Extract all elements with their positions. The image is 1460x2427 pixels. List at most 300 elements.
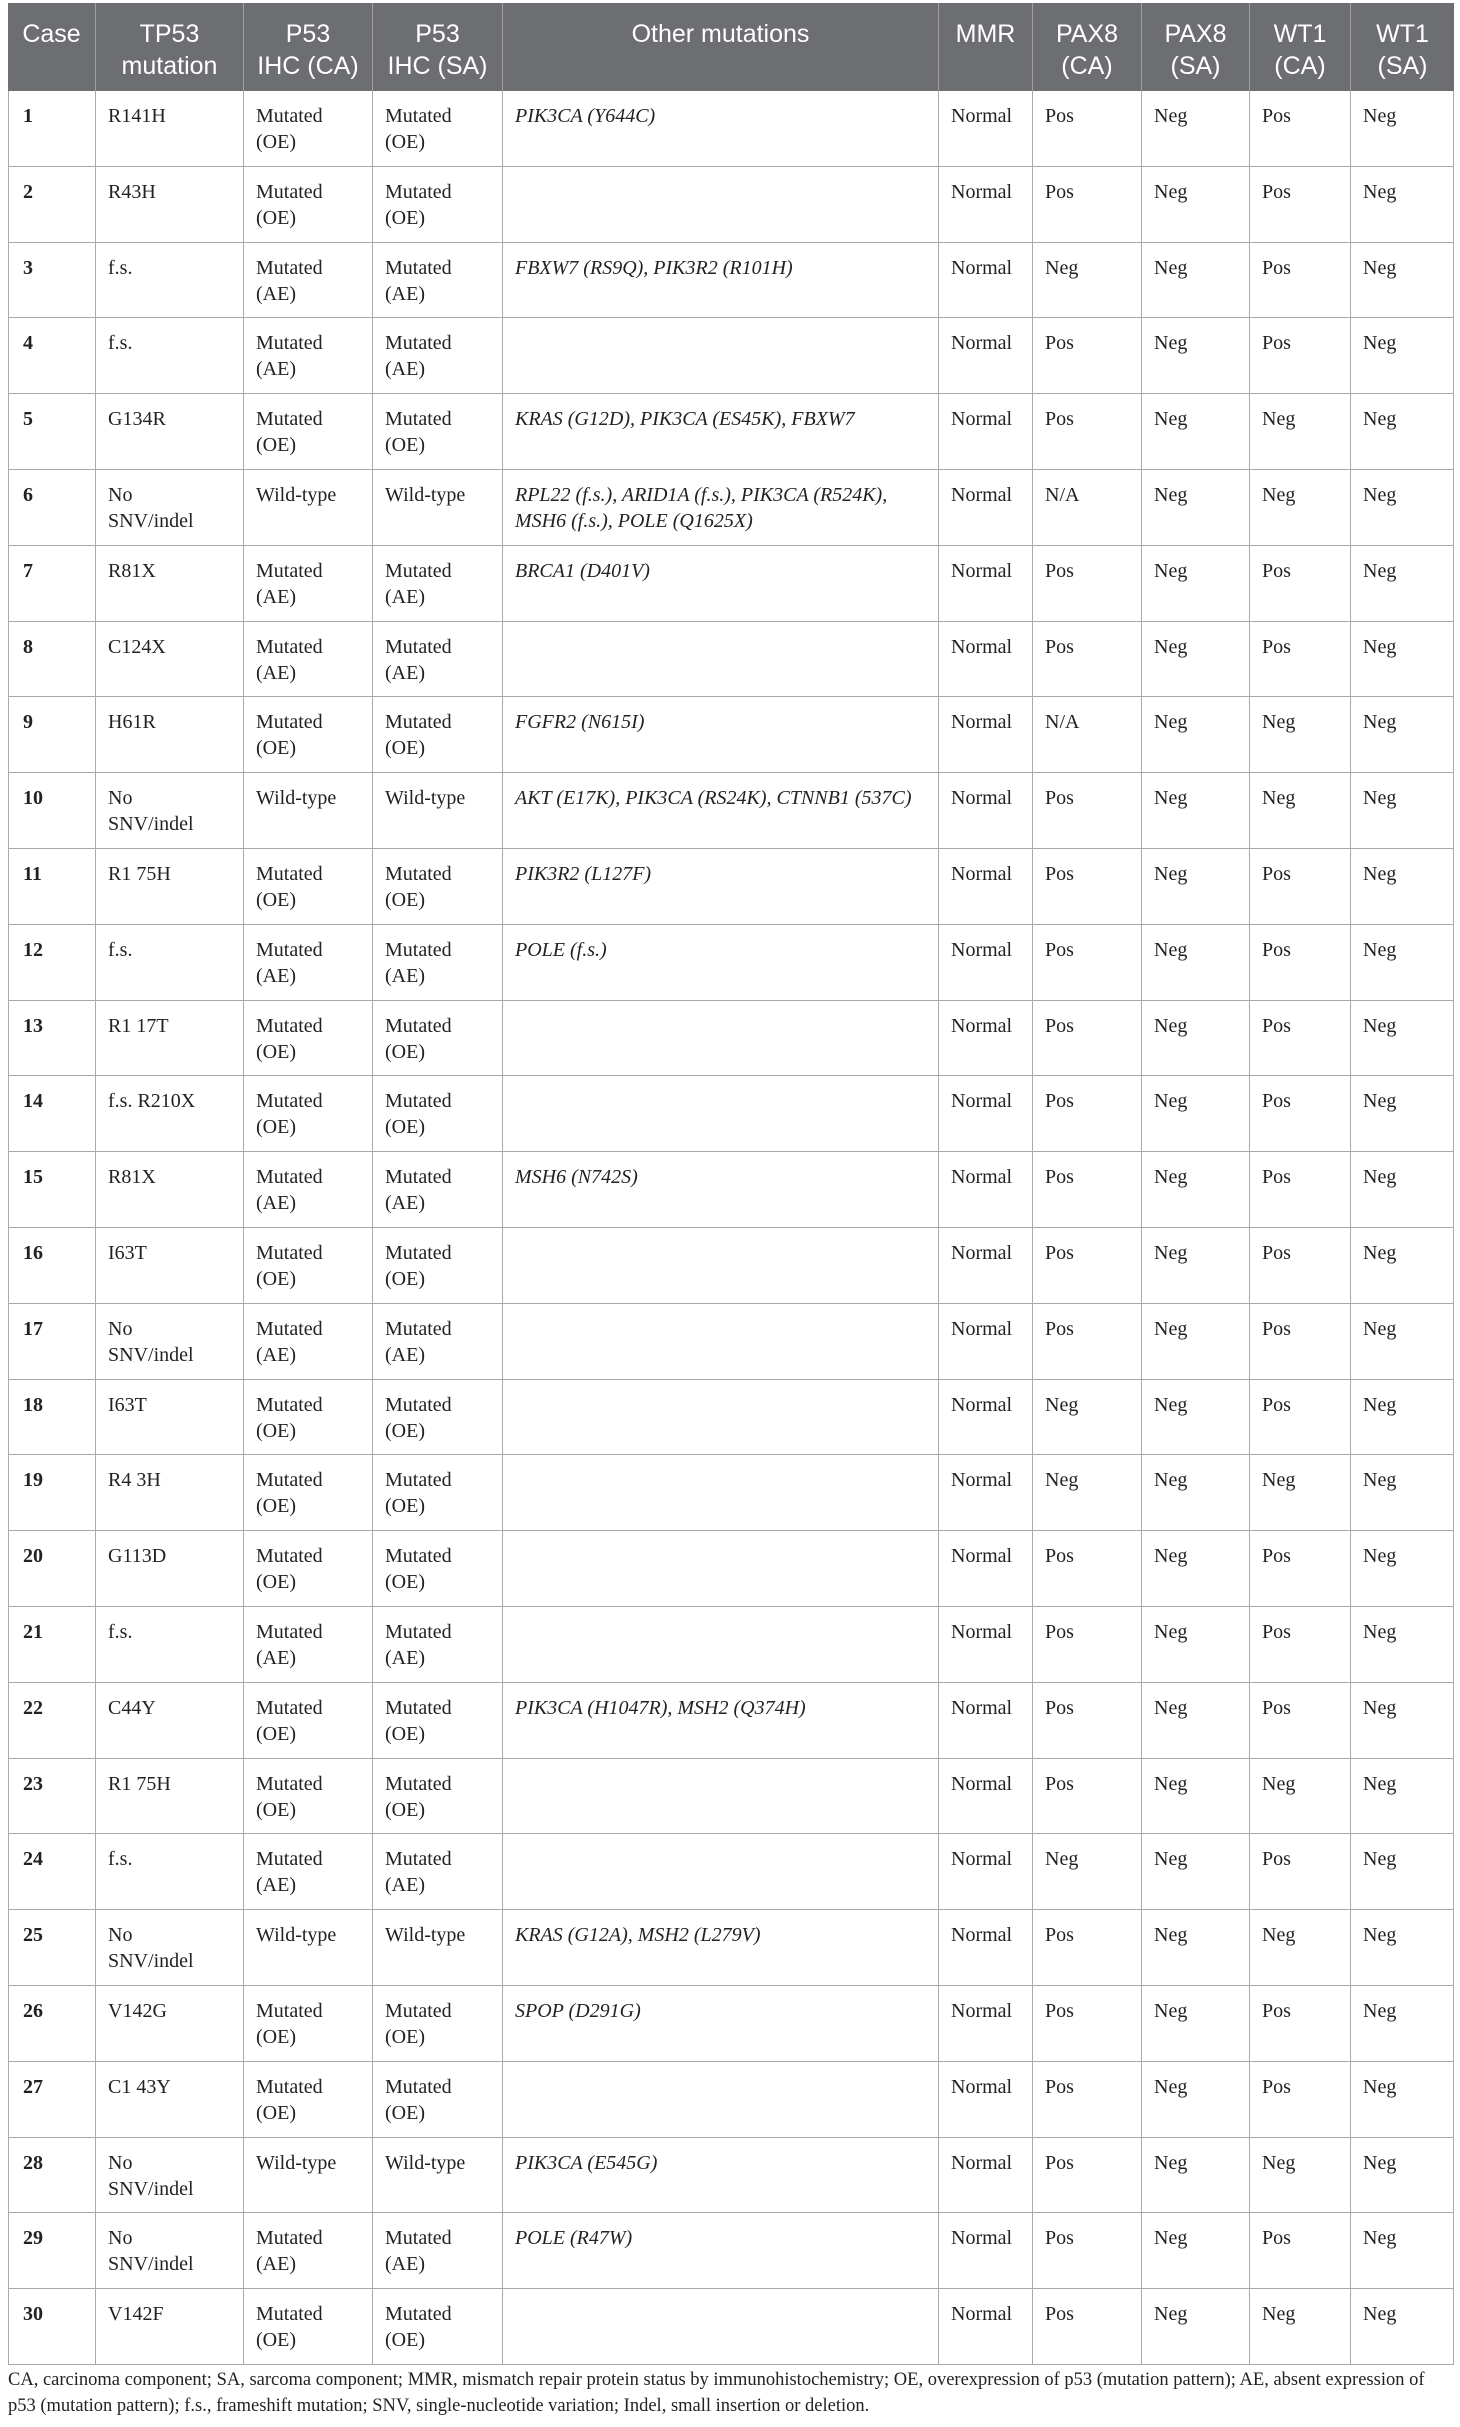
cell-tp53-mutation: f.s. [96, 318, 244, 394]
cell-wt1-ca: Pos [1250, 546, 1351, 622]
cell-wt1-sa: Neg [1351, 91, 1454, 167]
cell-mmr: Normal [939, 1380, 1033, 1456]
cell-pax8-sa: Neg [1142, 167, 1250, 243]
cell-other-mutations [503, 1228, 939, 1304]
cell-wt1-sa: Neg [1351, 167, 1454, 243]
header-wt1-sa [1351, 3, 1454, 91]
cell-p53-ihc-sa: Mutated (AE) [373, 318, 503, 394]
table-body [8, 91, 1454, 2365]
cell-wt1-sa: Neg [1351, 1152, 1454, 1228]
cell-pax8-ca: Pos [1033, 1759, 1142, 1835]
cell-p53-ihc-sa: Wild-type [373, 2138, 503, 2214]
cell-other-mutations: POLE (f.s.) [503, 925, 939, 1001]
table-row [8, 925, 1454, 1001]
cell-p53-ihc-sa: Wild-type [373, 470, 503, 546]
cell-case: 14 [8, 1076, 96, 1152]
cell-wt1-ca: Pos [1250, 1152, 1351, 1228]
table-row [8, 1759, 1454, 1835]
table-row [8, 2289, 1454, 2365]
cell-wt1-ca: Neg [1250, 697, 1351, 773]
cell-case: 24 [8, 1834, 96, 1910]
cell-wt1-ca: Pos [1250, 243, 1351, 319]
cell-pax8-ca: Pos [1033, 546, 1142, 622]
cell-wt1-ca: Pos [1250, 622, 1351, 698]
cell-other-mutations: FBXW7 (RS9Q), PIK3R2 (R101H) [503, 243, 939, 319]
cell-wt1-ca: Pos [1250, 2213, 1351, 2289]
cell-tp53-mutation: f.s. [96, 1607, 244, 1683]
cell-other-mutations: PIK3R2 (L127F) [503, 849, 939, 925]
table-row [8, 1380, 1454, 1456]
cell-pax8-sa: Neg [1142, 1683, 1250, 1759]
cell-case: 19 [8, 1455, 96, 1531]
cell-p53-ihc-ca: Mutated (OE) [244, 1455, 373, 1531]
cell-pax8-sa: Neg [1142, 1152, 1250, 1228]
cell-pax8-ca: Pos [1033, 2138, 1142, 2214]
cell-pax8-sa: Neg [1142, 1001, 1250, 1077]
cell-pax8-ca: Pos [1033, 1683, 1142, 1759]
cell-other-mutations [503, 1304, 939, 1380]
header-label: P53 [285, 20, 331, 48]
cell-pax8-sa: Neg [1142, 622, 1250, 698]
cell-p53-ihc-ca: Mutated (AE) [244, 925, 373, 1001]
cell-p53-ihc-sa: Mutated (AE) [373, 243, 503, 319]
table-row [8, 318, 1454, 394]
cell-p53-ihc-sa: Wild-type [373, 773, 503, 849]
cell-pax8-sa: Neg [1142, 1380, 1250, 1456]
cell-tp53-mutation: R141H [96, 91, 244, 167]
cell-tp53-mutation: No SNV/indel [96, 1304, 244, 1380]
cell-wt1-sa: Neg [1351, 1076, 1454, 1152]
cell-wt1-ca: Pos [1250, 1683, 1351, 1759]
cell-p53-ihc-sa: Mutated (AE) [373, 1152, 503, 1228]
header-label: WT1 [1376, 20, 1429, 48]
cell-p53-ihc-ca: Mutated (OE) [244, 2062, 373, 2138]
cell-other-mutations: AKT (E17K), PIK3CA (RS24K), CTNNB1 (537C) [503, 773, 939, 849]
cell-mmr: Normal [939, 2138, 1033, 2214]
cell-p53-ihc-ca: Mutated (OE) [244, 1531, 373, 1607]
cell-wt1-sa: Neg [1351, 318, 1454, 394]
cell-case: 28 [8, 2138, 96, 2214]
cell-wt1-sa: Neg [1351, 1607, 1454, 1683]
cell-pax8-sa: Neg [1142, 697, 1250, 773]
header-label: PAX8 [1164, 20, 1227, 48]
cell-p53-ihc-sa: Mutated (AE) [373, 2213, 503, 2289]
cell-case: 7 [8, 546, 96, 622]
cell-p53-ihc-ca: Mutated (AE) [244, 1152, 373, 1228]
cell-wt1-sa: Neg [1351, 243, 1454, 319]
cell-wt1-ca: Pos [1250, 2062, 1351, 2138]
cell-other-mutations: POLE (R47W) [503, 2213, 939, 2289]
cell-mmr: Normal [939, 470, 1033, 546]
cell-pax8-sa: Neg [1142, 1759, 1250, 1835]
cell-mmr: Normal [939, 1152, 1033, 1228]
cell-mmr: Normal [939, 1986, 1033, 2062]
cell-wt1-sa: Neg [1351, 2138, 1454, 2214]
header-label: TP53 [139, 20, 200, 48]
cell-tp53-mutation: R81X [96, 546, 244, 622]
cell-p53-ihc-sa: Mutated (AE) [373, 925, 503, 1001]
cell-case: 1 [8, 91, 96, 167]
cell-mmr: Normal [939, 2289, 1033, 2365]
cell-other-mutations: KRAS (G12D), PIK3CA (ES45K), FBXW7 [503, 394, 939, 470]
cell-pax8-ca: Pos [1033, 318, 1142, 394]
cell-p53-ihc-sa: Mutated (OE) [373, 1380, 503, 1456]
cell-pax8-ca: Pos [1033, 1001, 1142, 1077]
cell-p53-ihc-sa: Mutated (AE) [373, 1607, 503, 1683]
cell-p53-ihc-sa: Mutated (OE) [373, 1683, 503, 1759]
cell-p53-ihc-ca: Mutated (AE) [244, 318, 373, 394]
cell-mmr: Normal [939, 1076, 1033, 1152]
cell-p53-ihc-sa: Mutated (OE) [373, 1759, 503, 1835]
cell-tp53-mutation: No SNV/indel [96, 1910, 244, 1986]
cell-wt1-ca: Neg [1250, 2289, 1351, 2365]
cell-p53-ihc-sa: Mutated (AE) [373, 622, 503, 698]
cell-case: 16 [8, 1228, 96, 1304]
cell-wt1-ca: Pos [1250, 167, 1351, 243]
cell-case: 25 [8, 1910, 96, 1986]
cell-tp53-mutation: R81X [96, 1152, 244, 1228]
cell-case: 18 [8, 1380, 96, 1456]
header-pax8-sa [1142, 3, 1250, 91]
cell-mmr: Normal [939, 1001, 1033, 1077]
cell-mmr: Normal [939, 1531, 1033, 1607]
cell-pax8-sa: Neg [1142, 1834, 1250, 1910]
cell-p53-ihc-ca: Mutated (AE) [244, 1607, 373, 1683]
table-row [8, 697, 1454, 773]
cell-pax8-ca: Neg [1033, 243, 1142, 319]
cell-tp53-mutation: f.s. [96, 925, 244, 1001]
cell-tp53-mutation: R43H [96, 167, 244, 243]
cell-wt1-sa: Neg [1351, 1531, 1454, 1607]
cell-tp53-mutation: f.s. [96, 1834, 244, 1910]
cell-other-mutations [503, 2062, 939, 2138]
cell-wt1-sa: Neg [1351, 1001, 1454, 1077]
cell-tp53-mutation: H61R [96, 697, 244, 773]
table-row [8, 1455, 1454, 1531]
cell-mmr: Normal [939, 394, 1033, 470]
header-label: IHC (CA) [257, 52, 359, 80]
table-row [8, 622, 1454, 698]
cell-pax8-ca: Neg [1033, 1380, 1142, 1456]
cell-pax8-ca: N/A [1033, 697, 1142, 773]
cell-pax8-ca: Pos [1033, 1304, 1142, 1380]
cell-p53-ihc-ca: Mutated (OE) [244, 849, 373, 925]
header-p53-ihc-sa [373, 3, 503, 91]
cell-other-mutations: SPOP (D291G) [503, 1986, 939, 2062]
cell-mmr: Normal [939, 2213, 1033, 2289]
header-label: MMR [955, 20, 1016, 48]
cell-other-mutations [503, 2289, 939, 2365]
table-row [8, 1076, 1454, 1152]
cell-p53-ihc-sa: Mutated (OE) [373, 849, 503, 925]
cell-pax8-ca: N/A [1033, 470, 1142, 546]
cell-case: 30 [8, 2289, 96, 2365]
cell-mmr: Normal [939, 243, 1033, 319]
cell-pax8-sa: Neg [1142, 91, 1250, 167]
cell-p53-ihc-ca: Mutated (OE) [244, 1380, 373, 1456]
cell-p53-ihc-ca: Wild-type [244, 1910, 373, 1986]
cell-p53-ihc-sa: Wild-type [373, 1910, 503, 1986]
cell-case: 12 [8, 925, 96, 1001]
table-row [8, 1683, 1454, 1759]
cell-wt1-ca: Neg [1250, 394, 1351, 470]
cell-mmr: Normal [939, 1304, 1033, 1380]
cell-tp53-mutation: V142F [96, 2289, 244, 2365]
header-p53-ihc-ca [244, 3, 373, 91]
cell-pax8-ca: Pos [1033, 91, 1142, 167]
cell-case: 9 [8, 697, 96, 773]
cell-tp53-mutation: f.s. [96, 243, 244, 319]
header-pax8-ca [1033, 3, 1142, 91]
table-row [8, 1228, 1454, 1304]
cell-other-mutations [503, 1076, 939, 1152]
cell-pax8-sa: Neg [1142, 2138, 1250, 2214]
table-row [8, 2062, 1454, 2138]
table-row [8, 2213, 1454, 2289]
cell-tp53-mutation: No SNV/indel [96, 2213, 244, 2289]
cell-wt1-sa: Neg [1351, 697, 1454, 773]
cell-other-mutations: RPL22 (f.s.), ARID1A (f.s.), PIK3CA (R524K), MSH6 (f.s.), POLE (Q1625X) [503, 470, 939, 546]
cell-tp53-mutation: C124X [96, 622, 244, 698]
cell-pax8-ca: Pos [1033, 773, 1142, 849]
cell-mmr: Normal [939, 91, 1033, 167]
cell-pax8-ca: Pos [1033, 1531, 1142, 1607]
cell-mmr: Normal [939, 1228, 1033, 1304]
cell-case: 22 [8, 1683, 96, 1759]
cell-case: 21 [8, 1607, 96, 1683]
cell-tp53-mutation: I63T [96, 1380, 244, 1456]
cell-other-mutations: FGFR2 (N615I) [503, 697, 939, 773]
cell-wt1-sa: Neg [1351, 1910, 1454, 1986]
cell-wt1-ca: Pos [1250, 849, 1351, 925]
cell-other-mutations [503, 1607, 939, 1683]
cell-wt1-ca: Pos [1250, 1531, 1351, 1607]
header-tp53-mutation [96, 3, 244, 91]
cell-p53-ihc-sa: Mutated (OE) [373, 1001, 503, 1077]
cell-p53-ihc-ca: Wild-type [244, 470, 373, 546]
cell-p53-ihc-ca: Mutated (AE) [244, 243, 373, 319]
cell-tp53-mutation: No SNV/indel [96, 470, 244, 546]
cell-wt1-sa: Neg [1351, 1455, 1454, 1531]
cell-pax8-sa: Neg [1142, 1607, 1250, 1683]
table-row [8, 1152, 1454, 1228]
cell-wt1-ca: Pos [1250, 318, 1351, 394]
cell-mmr: Normal [939, 546, 1033, 622]
cell-case: 8 [8, 622, 96, 698]
cell-tp53-mutation: No SNV/indel [96, 2138, 244, 2214]
cell-wt1-ca: Neg [1250, 773, 1351, 849]
cell-p53-ihc-sa: Mutated (OE) [373, 2062, 503, 2138]
header-label: (SA) [1377, 52, 1428, 80]
cell-p53-ihc-sa: Mutated (OE) [373, 1076, 503, 1152]
table-row [8, 1910, 1454, 1986]
table-row [8, 849, 1454, 925]
cell-wt1-sa: Neg [1351, 546, 1454, 622]
cell-wt1-sa: Neg [1351, 1304, 1454, 1380]
cell-pax8-ca: Pos [1033, 1076, 1142, 1152]
cell-pax8-sa: Neg [1142, 1304, 1250, 1380]
cell-p53-ihc-sa: Mutated (OE) [373, 1986, 503, 2062]
cell-case: 2 [8, 167, 96, 243]
cell-pax8-sa: Neg [1142, 243, 1250, 319]
cell-wt1-sa: Neg [1351, 1380, 1454, 1456]
cell-case: 15 [8, 1152, 96, 1228]
cell-p53-ihc-sa: Mutated (OE) [373, 167, 503, 243]
cell-wt1-sa: Neg [1351, 849, 1454, 925]
cell-mmr: Normal [939, 1455, 1033, 1531]
cell-mmr: Normal [939, 622, 1033, 698]
cell-p53-ihc-sa: Mutated (OE) [373, 1228, 503, 1304]
cell-wt1-ca: Neg [1250, 470, 1351, 546]
cell-tp53-mutation: R1 75H [96, 1759, 244, 1835]
cell-tp53-mutation: G113D [96, 1531, 244, 1607]
cell-tp53-mutation: C1 43Y [96, 2062, 244, 2138]
cell-tp53-mutation: V142G [96, 1986, 244, 2062]
cell-other-mutations [503, 1380, 939, 1456]
cell-other-mutations: PIK3CA (E545G) [503, 2138, 939, 2214]
cell-wt1-sa: Neg [1351, 2062, 1454, 2138]
cell-wt1-ca: Neg [1250, 1455, 1351, 1531]
table-row [8, 1531, 1454, 1607]
cell-pax8-sa: Neg [1142, 1531, 1250, 1607]
cell-pax8-ca: Pos [1033, 1986, 1142, 2062]
cell-wt1-ca: Pos [1250, 1304, 1351, 1380]
header-case [8, 3, 96, 91]
cell-case: 11 [8, 849, 96, 925]
cell-wt1-ca: Pos [1250, 1607, 1351, 1683]
cell-p53-ihc-ca: Mutated (OE) [244, 1001, 373, 1077]
cell-mmr: Normal [939, 925, 1033, 1001]
cell-pax8-ca: Pos [1033, 1152, 1142, 1228]
header-mmr [939, 3, 1033, 91]
cell-pax8-sa: Neg [1142, 1228, 1250, 1304]
cell-wt1-sa: Neg [1351, 1986, 1454, 2062]
cell-tp53-mutation: G134R [96, 394, 244, 470]
table-row [8, 394, 1454, 470]
cell-mmr: Normal [939, 1683, 1033, 1759]
table-row [8, 470, 1454, 546]
cell-case: 13 [8, 1001, 96, 1077]
table-header-row [8, 3, 1454, 91]
table-row [8, 546, 1454, 622]
cell-pax8-sa: Neg [1142, 318, 1250, 394]
header-label: Other mutations [631, 20, 810, 48]
cell-other-mutations: BRCA1 (D401V) [503, 546, 939, 622]
cell-p53-ihc-sa: Mutated (AE) [373, 1304, 503, 1380]
header-label: P53 [415, 20, 460, 48]
cell-pax8-sa: Neg [1142, 470, 1250, 546]
cell-wt1-sa: Neg [1351, 1683, 1454, 1759]
cell-pax8-ca: Pos [1033, 2289, 1142, 2365]
cell-other-mutations [503, 318, 939, 394]
cell-wt1-sa: Neg [1351, 925, 1454, 1001]
cell-p53-ihc-ca: Mutated (OE) [244, 1076, 373, 1152]
cell-p53-ihc-sa: Mutated (OE) [373, 697, 503, 773]
cell-p53-ihc-ca: Wild-type [244, 773, 373, 849]
cell-case: 20 [8, 1531, 96, 1607]
table-row [8, 1834, 1454, 1910]
cell-case: 17 [8, 1304, 96, 1380]
cell-other-mutations [503, 1759, 939, 1835]
cell-tp53-mutation: C44Y [96, 1683, 244, 1759]
cell-p53-ihc-ca: Mutated (AE) [244, 546, 373, 622]
cell-case: 6 [8, 470, 96, 546]
header-wt1-ca [1250, 3, 1351, 91]
header-other-mutations [503, 3, 939, 91]
cell-pax8-sa: Neg [1142, 1076, 1250, 1152]
cell-wt1-ca: Pos [1250, 1228, 1351, 1304]
header-label: mutation [121, 52, 218, 80]
cell-mmr: Normal [939, 697, 1033, 773]
cell-case: 3 [8, 243, 96, 319]
table-row [8, 1001, 1454, 1077]
header-label: (CA) [1274, 52, 1326, 80]
cell-pax8-ca: Pos [1033, 1607, 1142, 1683]
cell-pax8-ca: Pos [1033, 849, 1142, 925]
cell-p53-ihc-ca: Mutated (OE) [244, 91, 373, 167]
cell-pax8-sa: Neg [1142, 849, 1250, 925]
cell-wt1-sa: Neg [1351, 1759, 1454, 1835]
cell-wt1-ca: Neg [1250, 1759, 1351, 1835]
table-row [8, 167, 1454, 243]
cell-p53-ihc-sa: Mutated (OE) [373, 394, 503, 470]
cell-case: 29 [8, 2213, 96, 2289]
cell-tp53-mutation: R4 3H [96, 1455, 244, 1531]
cell-case: 4 [8, 318, 96, 394]
cell-pax8-sa: Neg [1142, 1910, 1250, 1986]
cell-pax8-ca: Pos [1033, 1228, 1142, 1304]
cell-p53-ihc-sa: Mutated (OE) [373, 1455, 503, 1531]
cell-mmr: Normal [939, 1910, 1033, 1986]
cell-pax8-ca: Pos [1033, 1910, 1142, 1986]
cell-pax8-ca: Pos [1033, 394, 1142, 470]
cell-wt1-sa: Neg [1351, 2213, 1454, 2289]
header-label: (SA) [1170, 52, 1221, 80]
cell-pax8-ca: Pos [1033, 925, 1142, 1001]
table-row [8, 773, 1454, 849]
cell-tp53-mutation: f.s. R210X [96, 1076, 244, 1152]
cell-p53-ihc-sa: Mutated (OE) [373, 91, 503, 167]
header-label: IHC (SA) [387, 52, 488, 80]
cell-pax8-sa: Neg [1142, 1986, 1250, 2062]
cell-tp53-mutation: I63T [96, 1228, 244, 1304]
cell-mmr: Normal [939, 1759, 1033, 1835]
cell-p53-ihc-ca: Wild-type [244, 2138, 373, 2214]
cell-p53-ihc-sa: Mutated (OE) [373, 1531, 503, 1607]
cell-p53-ihc-ca: Mutated (AE) [244, 1304, 373, 1380]
header-label: Case [22, 20, 81, 48]
table-footnote: CA, carcinoma component; SA, sarcoma component; MMR, mismatch repair protein status by immunohistochemistry; OE, overexpression of p53 (mutation pattern); AE, absent expression of p53 (mutation pattern); f.s., frameshift mutation; SNV, single-nucleotide variation; Indel, small insertion or deletion. [8, 2370, 1425, 2416]
cell-wt1-ca: Pos [1250, 91, 1351, 167]
table-row [8, 243, 1454, 319]
cell-other-mutations [503, 1834, 939, 1910]
cell-pax8-ca: Pos [1033, 2062, 1142, 2138]
cell-other-mutations: PIK3CA (H1047R), MSH2 (Q374H) [503, 1683, 939, 1759]
cell-other-mutations [503, 1455, 939, 1531]
cell-case: 26 [8, 1986, 96, 2062]
cell-other-mutations: PIK3CA (Y644C) [503, 91, 939, 167]
cell-case: 27 [8, 2062, 96, 2138]
cell-p53-ihc-sa: Mutated (AE) [373, 1834, 503, 1910]
cell-wt1-ca: Pos [1250, 1076, 1351, 1152]
cell-other-mutations [503, 622, 939, 698]
cell-other-mutations [503, 1531, 939, 1607]
data-table [8, 3, 1454, 2365]
cell-pax8-sa: Neg [1142, 2062, 1250, 2138]
cell-wt1-ca: Pos [1250, 1986, 1351, 2062]
table-row [8, 2138, 1454, 2214]
cell-mmr: Normal [939, 318, 1033, 394]
